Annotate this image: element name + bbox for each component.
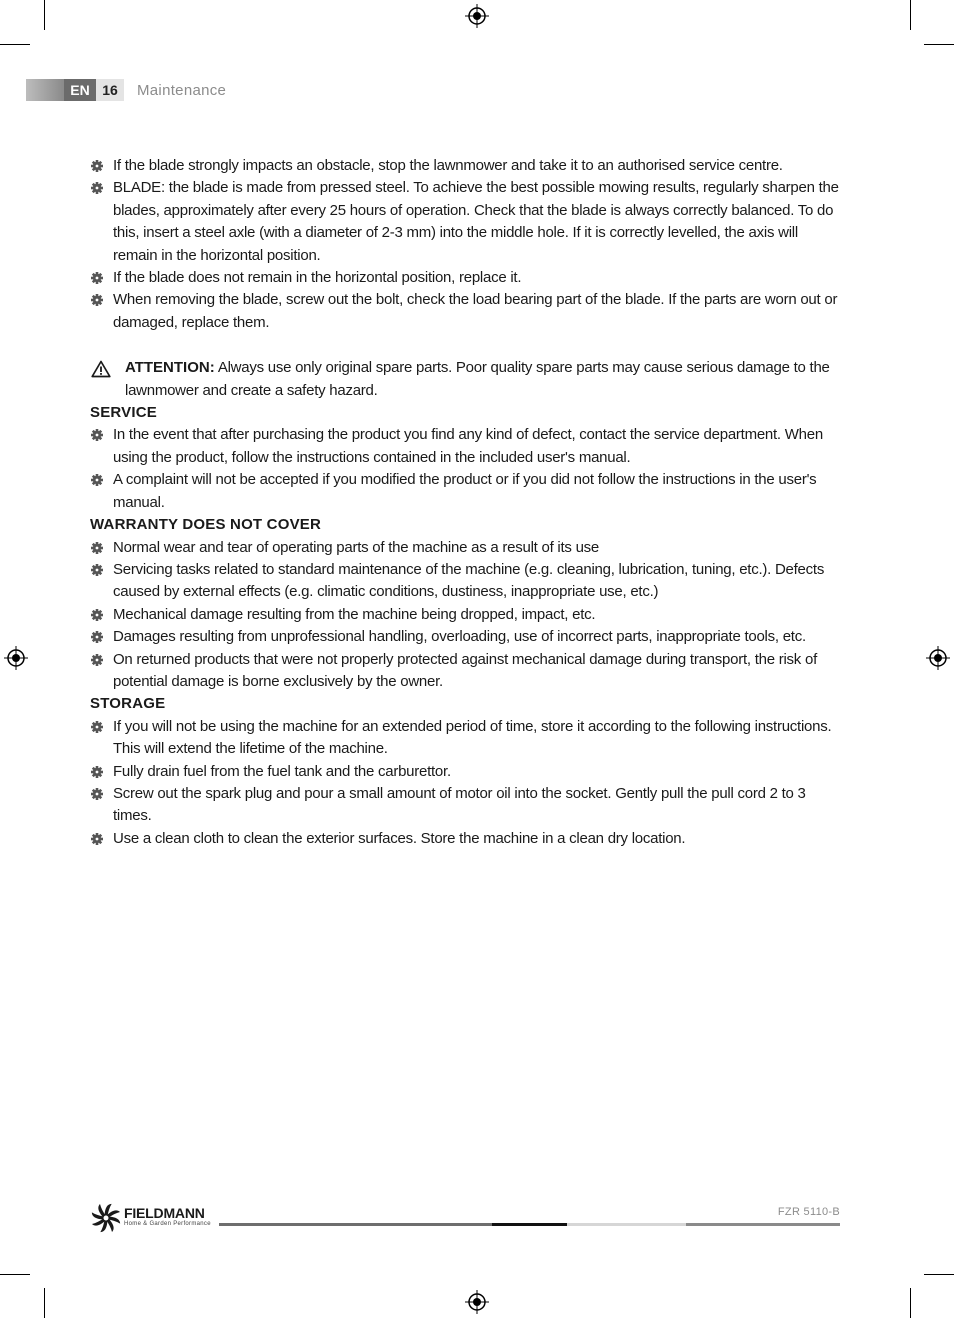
- footer-line-segment: [492, 1223, 567, 1226]
- list-item: [90, 649, 842, 694]
- list-item-text: In the event that after purchasing the product you find any kind of defect, contact the service department. When using the product, follow the instructions contained in the included user's manual.: [113, 426, 823, 466]
- crop-mark-bottom-right-v: [910, 1288, 911, 1318]
- gear-bullet-icon: [91, 429, 103, 441]
- gear-bullet-icon: [91, 631, 103, 643]
- list-item: [90, 828, 842, 850]
- list-item: [90, 604, 842, 626]
- list-item-text: If the blade strongly impacts an obstacle, stop the lawnmower and take it to an authorised service centre.: [113, 157, 783, 174]
- gear-bullet-icon: [91, 788, 103, 800]
- crop-mark-bottom-left-v: [44, 1288, 45, 1318]
- list-item-text: Fully drain fuel from the fuel tank and the carburettor.: [113, 762, 451, 780]
- list-item-text: When removing the blade, screw out the bolt, check the load bearing part of the blade. If the parts are worn out or damaged, replace them.: [113, 291, 838, 331]
- gear-bullet-icon: [91, 766, 103, 778]
- list-item: [90, 537, 842, 559]
- brand-tagline: Home & Garden Performance: [124, 1221, 211, 1227]
- footer-line-segment: [567, 1223, 686, 1226]
- crop-mark-top-right-h: [924, 44, 954, 45]
- list-item-text: If you will not be using the machine for an extended period of time, store it according to the following instructions. This will extend the lifetime of the machine.: [113, 717, 832, 758]
- list-item: [90, 559, 842, 604]
- registration-mark-icon: [4, 646, 28, 670]
- attention-label: ATTENTION:: [125, 359, 215, 377]
- list-item: [90, 424, 842, 469]
- list-item: [90, 783, 842, 828]
- attention-text: Always use only original spare parts. Poor quality spare parts may cause serious damage to the lawnmower and create a safety hazard.: [125, 359, 830, 399]
- section-title: Maintenance: [137, 82, 227, 99]
- blade-list: [90, 155, 842, 334]
- gear-bullet-icon: [91, 182, 103, 194]
- gear-bullet-icon: [91, 160, 103, 172]
- list-item-text: Use a clean cloth to clean the exterior surfaces. Store the machine in a clean dry location.: [113, 829, 686, 847]
- list-item-text: On returned products that were not properly protected against mechanical damage during transport, the risk of potential damage is borne exclusively by the owner.: [113, 650, 817, 690]
- storage-heading: STORAGE: [90, 695, 166, 713]
- warranty-heading: WARRANTY DOES NOT COVER: [90, 516, 322, 534]
- list-item: [90, 761, 842, 783]
- list-item-text: BLADE: the blade is made from pressed steel. To achieve the best possible mowing results, regularly sharpen the blades, approximately after every 25 hours of operation. Check that the blade is always correctly balanced. To do this, insert a steel axle (with a diameter of 2-3 mm) into the middle hole. If it is correctly levelled, the axis will remain in the horizontal position.: [113, 179, 839, 264]
- registration-mark-icon: [926, 646, 950, 670]
- crop-mark-bottom-left-h: [0, 1274, 30, 1275]
- gear-bullet-icon: [91, 654, 103, 666]
- footer-line-segment: [686, 1223, 840, 1226]
- page-content: [90, 155, 842, 850]
- list-item-text: Normal wear and tear of operating parts of the machine as a result of its use: [113, 538, 600, 556]
- fan-logo-icon: [90, 1202, 122, 1234]
- list-item: [90, 155, 842, 177]
- list-item: [90, 626, 842, 648]
- brand-name: FIELDMANN: [124, 1205, 205, 1221]
- gear-bullet-icon: [91, 609, 103, 621]
- warning-triangle-icon: [91, 360, 111, 378]
- list-item: [90, 716, 842, 761]
- gear-bullet-icon: [91, 721, 103, 733]
- list-item: [90, 177, 842, 267]
- list-item-text: Servicing tasks related to standard maintenance of the machine (e.g. cleaning, lubrication, tuning, etc.). Defects caused by external effects (e.g. climatic conditions, dustiness, inappropriate use, etc.): [113, 560, 825, 601]
- list-item-text: Screw out the spark plug and pour a small amount of motor oil into the socket. Gently pull the pull cord 2 to 3 times.: [113, 784, 806, 825]
- gear-bullet-icon: [91, 294, 103, 306]
- gear-bullet-icon: [91, 542, 103, 554]
- list-item: [90, 289, 842, 334]
- model-number: FZR 5110-B: [777, 1206, 840, 1218]
- registration-mark-icon: [465, 1290, 489, 1314]
- list-item-text: A complaint will not be accepted if you modified the product or if you did not follow the instructions in the user's manual.: [113, 471, 817, 511]
- gear-bullet-icon: [91, 564, 103, 576]
- list-item: [90, 267, 842, 289]
- crop-mark-bottom-right-h: [924, 1274, 954, 1275]
- gear-bullet-icon: [91, 833, 103, 845]
- gear-bullet-icon: [91, 474, 103, 486]
- gear-bullet-icon: [91, 272, 103, 284]
- page-number: 16: [96, 79, 124, 101]
- service-heading: SERVICE: [90, 404, 157, 422]
- registration-mark-icon: [465, 4, 489, 28]
- language-badge: EN: [64, 79, 96, 101]
- list-item: [90, 469, 842, 514]
- crop-mark-top-right-v: [910, 0, 911, 30]
- service-list: [90, 424, 842, 514]
- header-accent-bar: [26, 79, 64, 101]
- fieldmann-logo: [90, 1202, 211, 1239]
- list-item-text: If the blade does not remain in the horizontal position, replace it.: [113, 269, 522, 287]
- crop-mark-top-left-v: [44, 0, 45, 30]
- storage-list: [90, 716, 842, 850]
- crop-mark-top-left-h: [0, 44, 30, 45]
- list-item-text: Damages resulting from unprofessional handling, overloading, use of incorrect parts, inappropriate tools, etc.: [113, 628, 806, 646]
- footer-line-segment: [219, 1223, 492, 1226]
- attention-note: [90, 357, 842, 402]
- list-item-text: Mechanical damage resulting from the machine being dropped, impact, etc.: [113, 605, 596, 623]
- warranty-list: [90, 537, 842, 694]
